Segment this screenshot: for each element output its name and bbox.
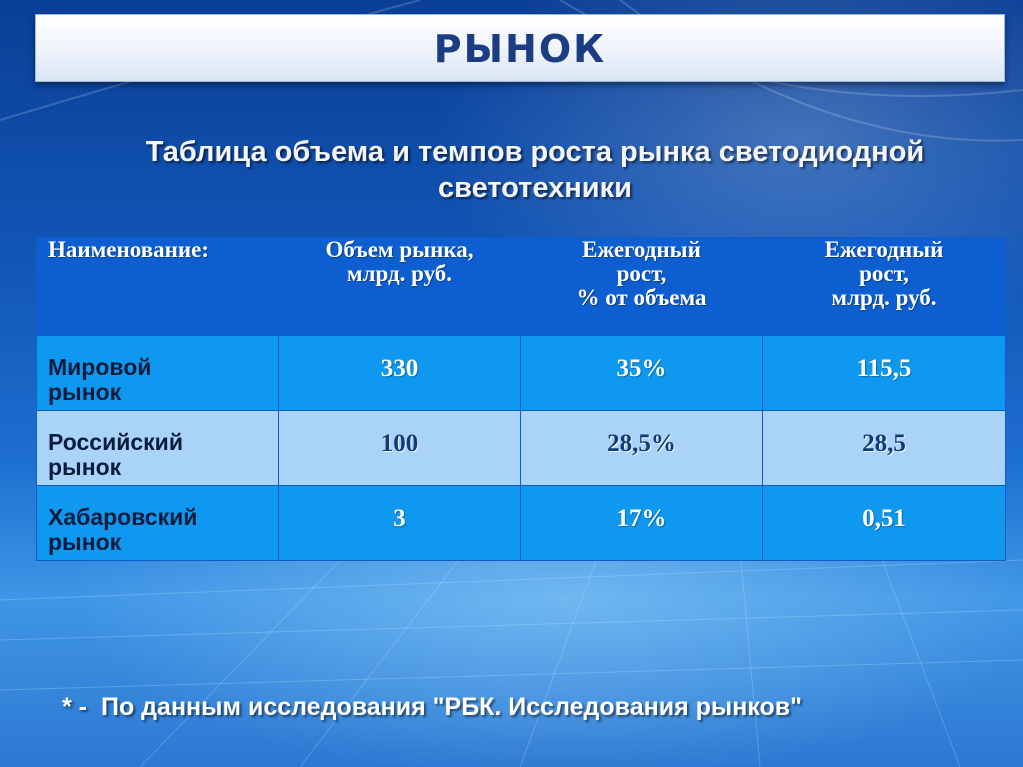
subtitle-line-2: светотехники [438,172,632,204]
header-volume: Объем рынка, млрд. руб. [279,238,521,336]
table-row [37,411,1006,486]
header-growth-pct: Ежегодный рост, % от объема [521,238,763,336]
footnote-text: По данным исследования "РБК. Исследования рынков" [101,693,803,721]
table-header-row [37,238,1006,336]
header-growth-abs: Ежегодный рост, млрд. руб. [763,238,1006,336]
title-bar [35,14,1005,82]
growth-pct-cell: 17% [521,486,763,561]
growth-pct-cell: 35% [521,336,763,411]
table-row [37,336,1006,411]
volume-cell: 330 [279,336,521,411]
source-footnote [62,693,802,722]
row-name-cell: Российский рынок [37,411,279,486]
growth-pct-cell: 28,5% [521,411,763,486]
volume-cell: 3 [279,486,521,561]
growth-abs-cell: 28,5 [763,411,1006,486]
volume-cell: 100 [279,411,521,486]
slide-title: РЫНОК [433,27,607,71]
slide-subtitle [60,134,1010,206]
header-name: Наименование: [37,238,279,336]
growth-abs-cell: 115,5 [763,336,1006,411]
row-name-cell: Мировой рынок [37,336,279,411]
footnote-mark: * - [62,693,87,721]
row-name-cell: Хабаровский рынок [37,486,279,561]
growth-abs-cell: 0,51 [763,486,1006,561]
market-table [36,237,1006,561]
subtitle-line-1: Таблица объема и темпов роста рынка светодиодной [145,136,925,168]
table-row [37,486,1006,561]
